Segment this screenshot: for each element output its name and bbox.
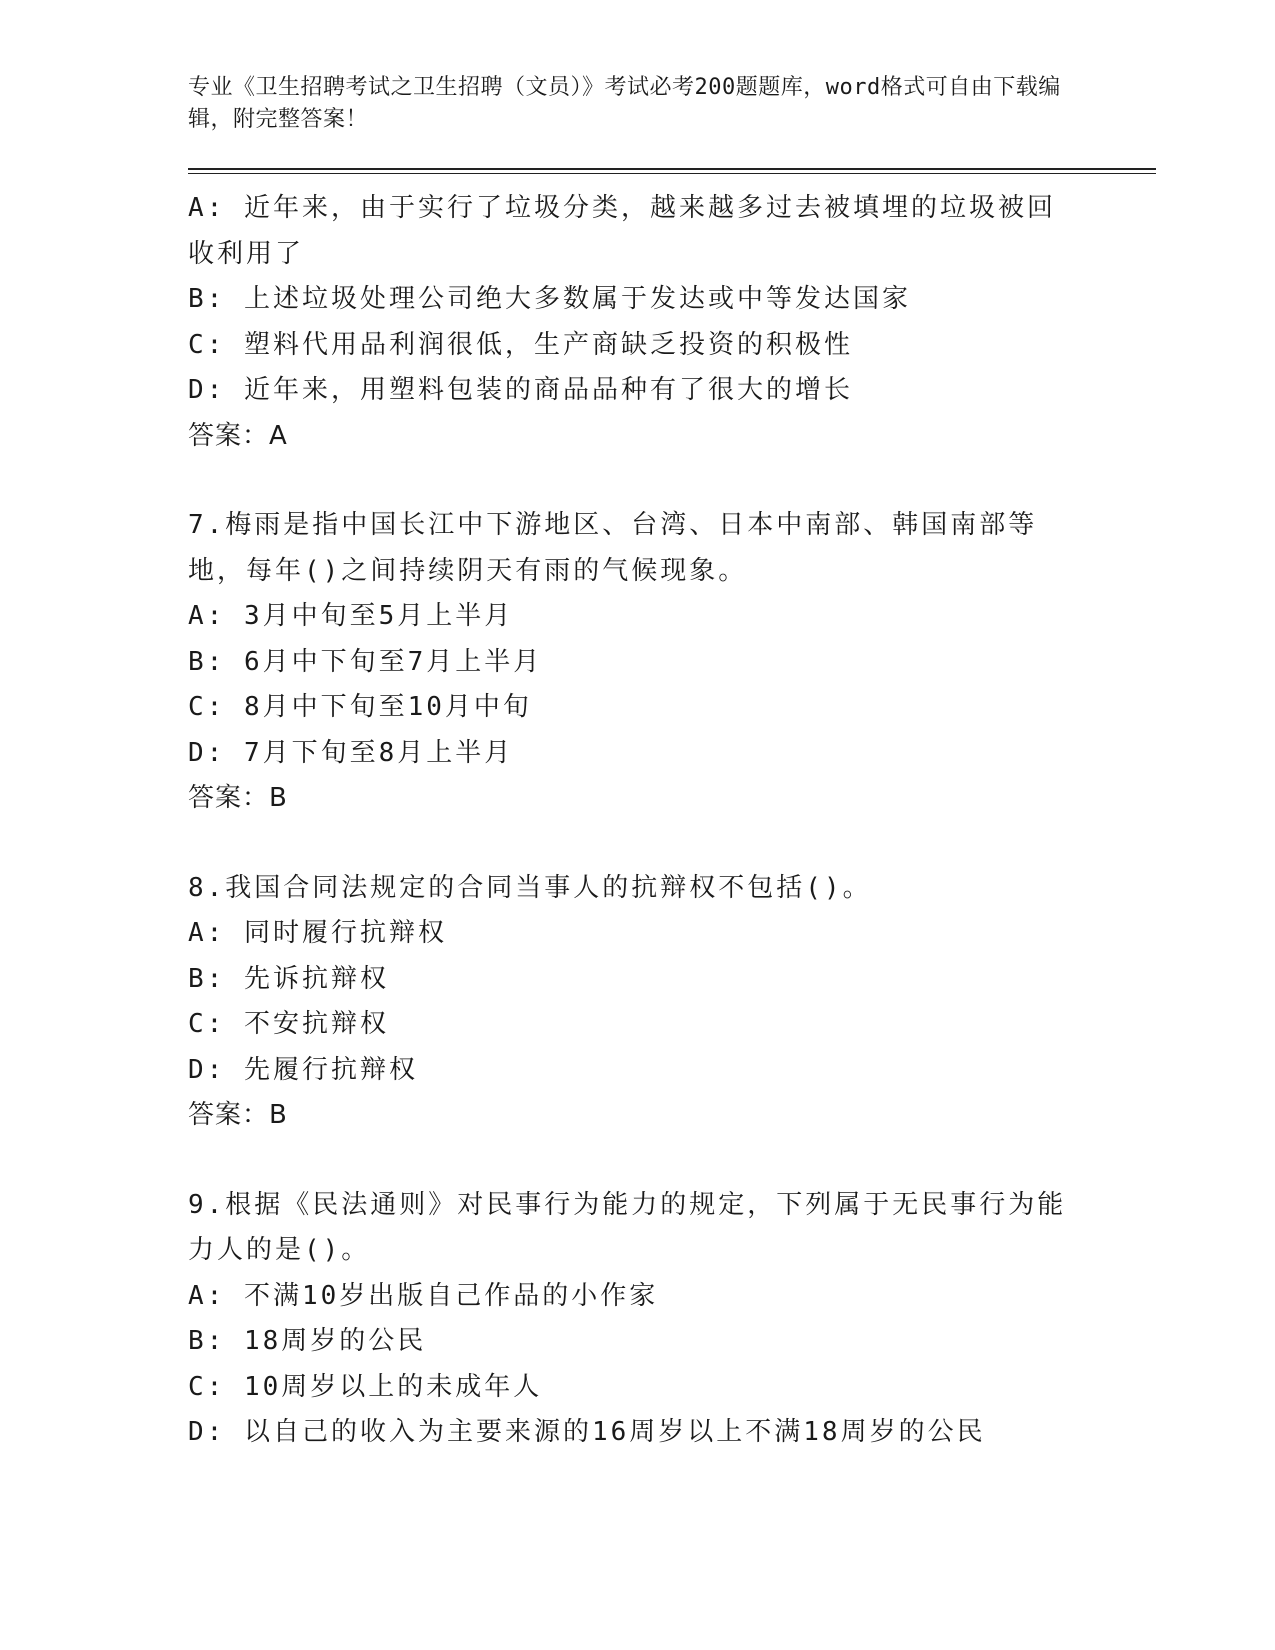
question-6	[188, 186, 1158, 459]
q9-option-a: A: 不满10岁出版自己作品的小作家	[188, 1280, 659, 1311]
q7-option-c: C: 8月中下旬至10月中旬	[188, 692, 532, 722]
q8-option-b: B: 先诉抗辩权	[188, 963, 389, 994]
q7-option-a: A: 3月中旬至5月上半月	[188, 601, 514, 631]
q6-option-c: C: 塑料代用品利润很低，生产商缺乏投资的积极性	[188, 329, 853, 360]
q9-option-c: C: 10周岁以上的未成年人	[188, 1371, 543, 1402]
q9-question: 9.根据《民法通则》对民事行为能力的规定，下列属于无民事行为能力人的是()。	[188, 1189, 1067, 1265]
spacer	[188, 459, 1158, 503]
q8-option-d: D: 先履行抗辩权	[188, 1054, 418, 1085]
q8-option-c: C: 不安抗辩权	[188, 1009, 389, 1039]
question-8	[188, 866, 1158, 1139]
q9-option-b: B: 18周岁的公民	[188, 1326, 427, 1356]
q6-option-b: B: 上述垃圾处理公司绝大多数属于发达或中等发达国家	[188, 284, 911, 314]
q9-option-d: D: 以自己的收入为主要来源的16周岁以上不满18周岁的公民	[188, 1417, 986, 1447]
question-7	[188, 503, 1158, 822]
spacer	[188, 822, 1158, 866]
q6-answer: 答案：A	[188, 420, 288, 451]
q6-option-d: D: 近年来，用塑料包装的商品品种有了很大的增长	[188, 375, 853, 405]
q7-option-d: D: 7月下旬至8月上半月	[188, 737, 514, 768]
q8-answer: 答案：B	[188, 1100, 288, 1130]
spacer	[188, 1139, 1158, 1183]
document-page	[188, 72, 1158, 1456]
question-9	[188, 1183, 1158, 1456]
q8-option-a: A: 同时履行抗辩权	[188, 918, 447, 948]
header-divider	[188, 168, 1156, 174]
q7-option-b: B: 6月中下旬至7月上半月	[188, 646, 543, 677]
q6-option-a: A: 近年来，由于实行了垃圾分类，越来越多过去被填埋的垃圾被回收利用了	[188, 193, 1056, 269]
q8-question: 8.我国合同法规定的合同当事人的抗辩权不包括()。	[188, 872, 872, 903]
document-title: 专业《卫生招聘考试之卫生招聘（文员）》考试必考200题题库，word格式可自由下载编辑，附完整答案！	[188, 75, 1061, 132]
q7-question: 7.梅雨是指中国长江中下游地区、台湾、日本中南部、韩国南部等地，每年()之间持续阴天有雨的气候现象。	[188, 510, 1038, 586]
document-body	[188, 186, 1158, 1456]
q7-answer: 答案：B	[188, 783, 288, 813]
